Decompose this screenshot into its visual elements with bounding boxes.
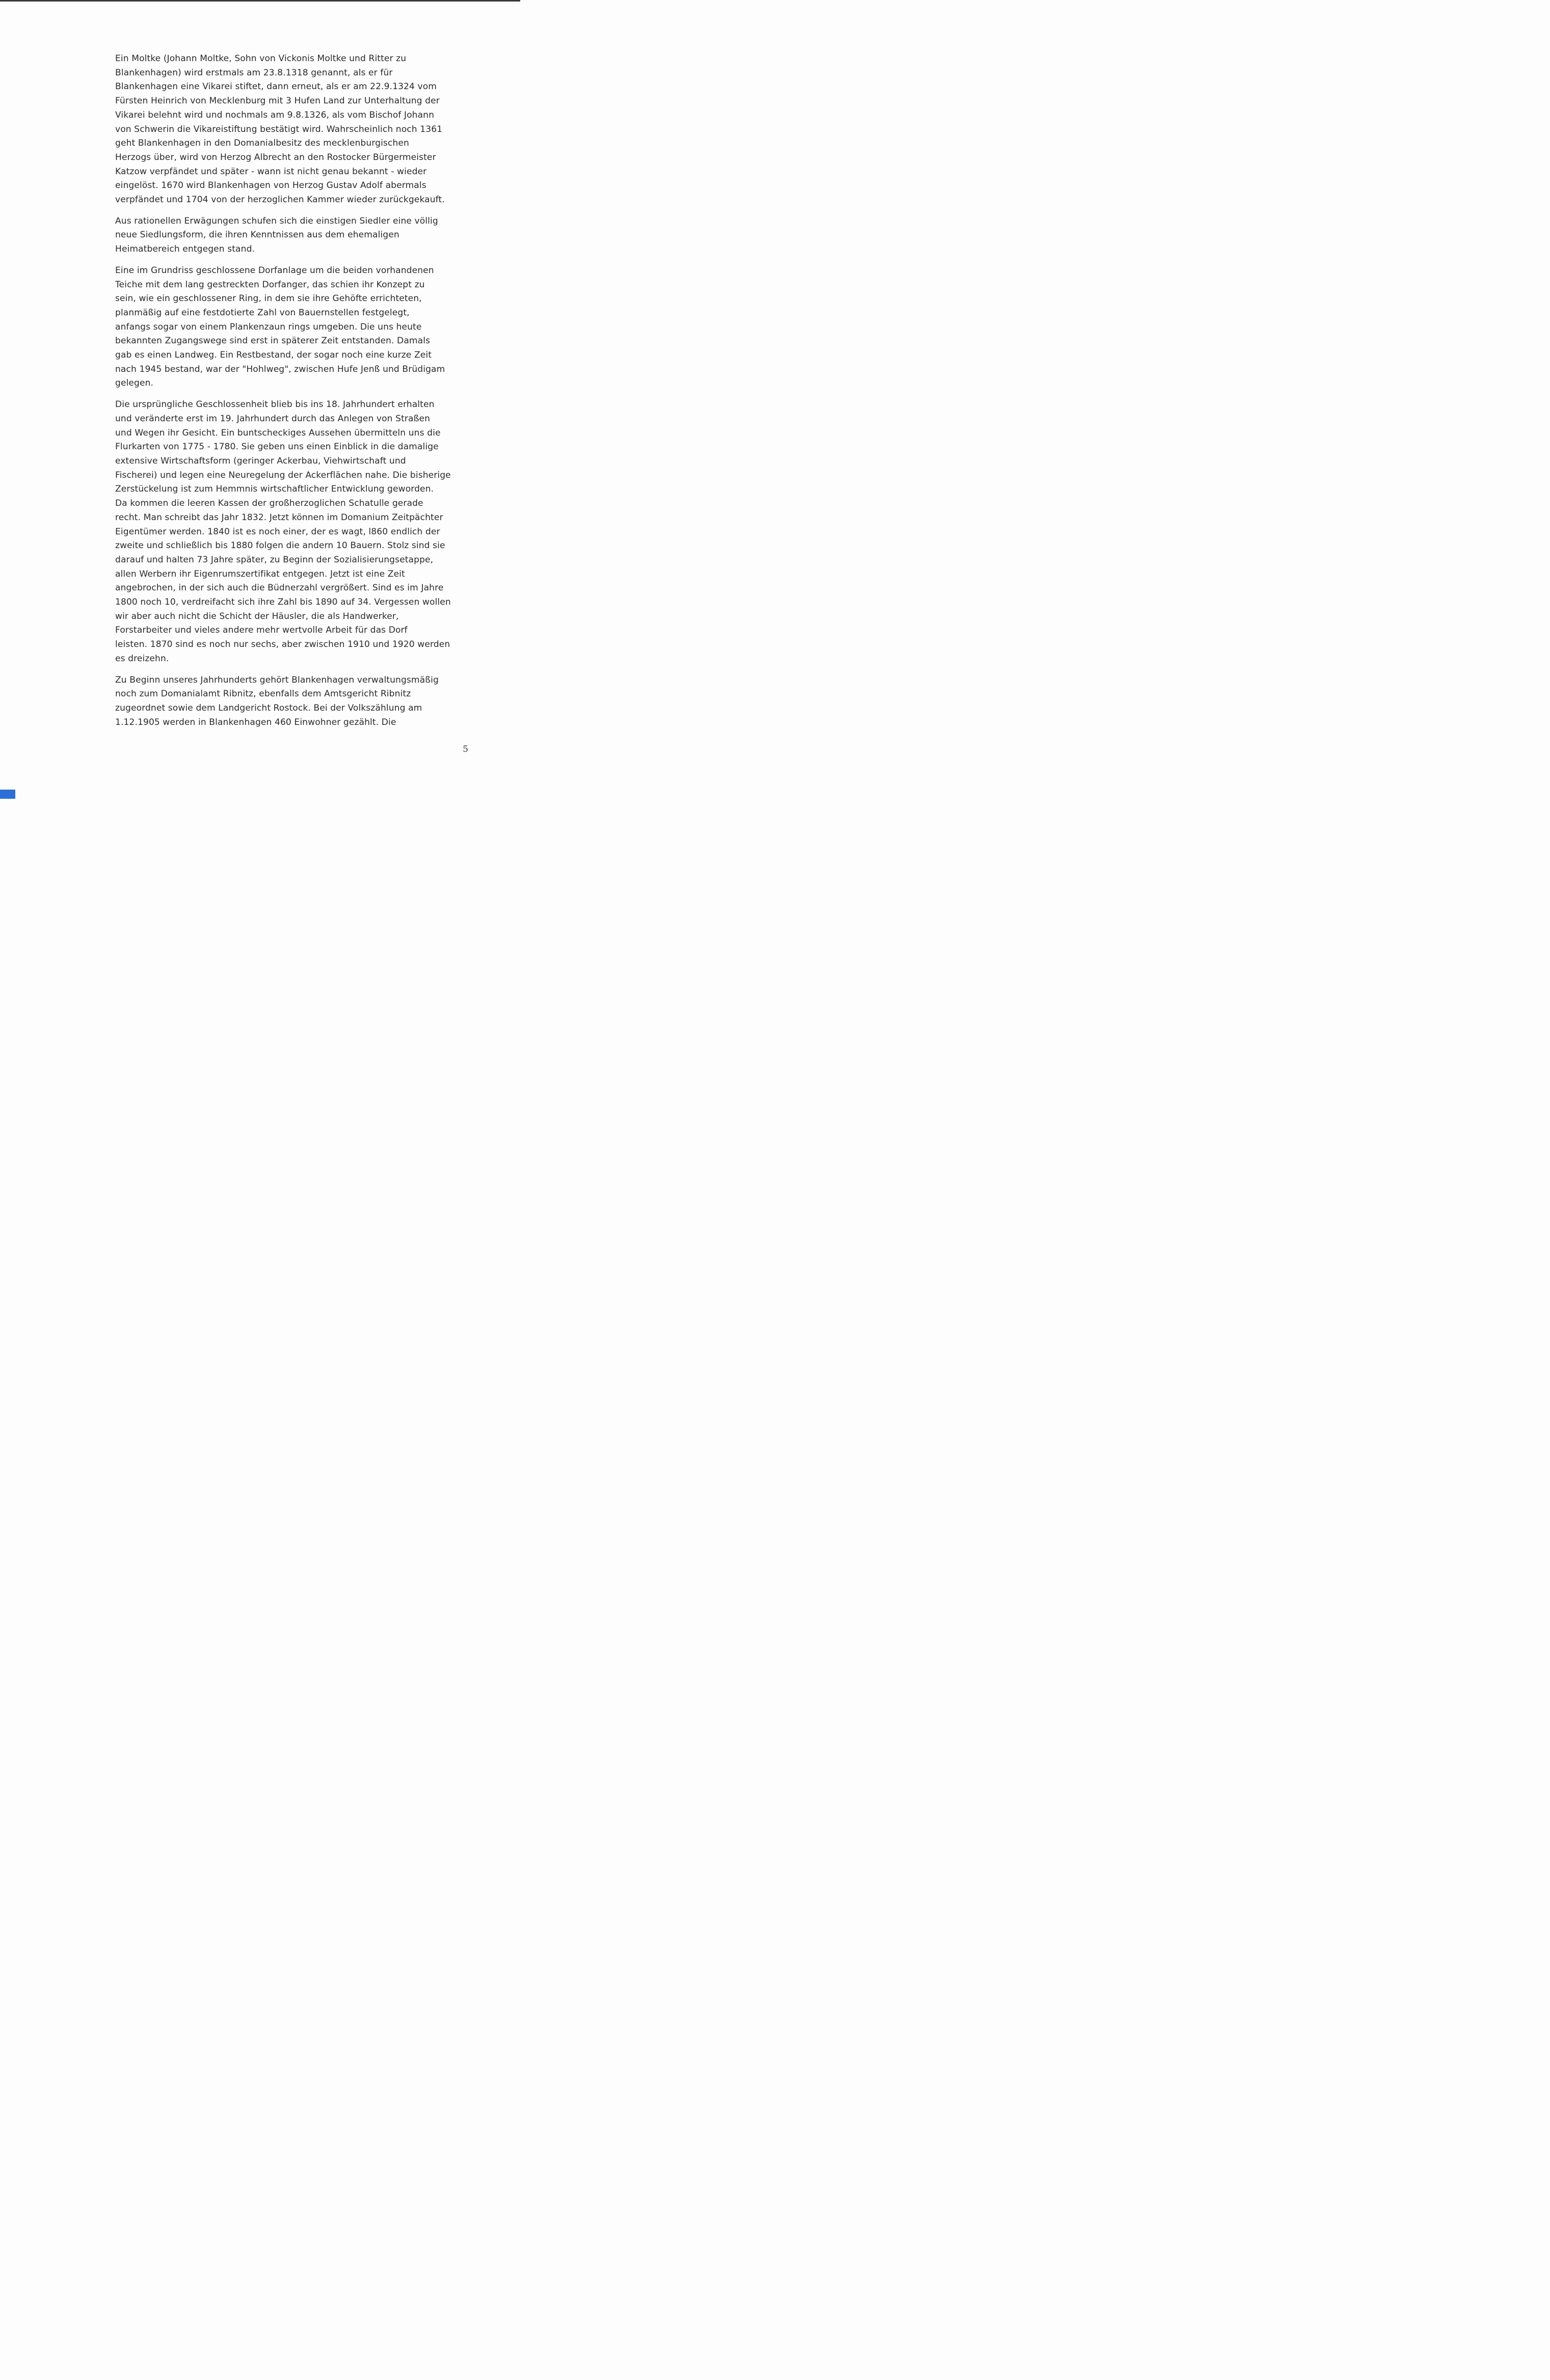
text-line: Blankenhagen) wird erstmals am 23.8.1318 genannt, als er für <box>115 67 393 78</box>
text-line: recht. Man schreibt das Jahr 1832. Jetzt können im Domanium Zeitpächter <box>115 512 443 523</box>
page-number: 5 <box>463 744 468 754</box>
text-line: Da kommen die leeren Kassen der großherzoglichen Schatulle gerade <box>115 498 423 509</box>
text-line: noch zum Domanialamt Ribnitz, ebenfalls dem Amtsgericht Ribnitz <box>115 689 411 699</box>
text-line: darauf und halten 73 Jahre später, zu Beginn der Sozialisierungsetappe, <box>115 554 434 565</box>
text-line: Herzogs über, wird von Herzog Albrecht an den Rostocker Bürgermeister <box>115 152 436 163</box>
text-line: zweite und schließlich bis 1880 folgen die andern 10 Bauern. Stolz sind sie <box>115 540 445 551</box>
text-line: allen Werbern ihr Eigenrumszertifikat entgegen. Jetzt ist eine Zeit <box>115 569 405 579</box>
text-line: Zerstückelung ist zum Hemmnis wirtschaftlicher Entwicklung geworden. <box>115 484 434 495</box>
text-line: Heimatbereich entgegen stand. <box>115 244 255 255</box>
text-line: neue Siedlungsform, die ihren Kenntnissen aus dem ehemaligen <box>115 230 399 240</box>
text-line: sein, wie ein geschlossener Ring, in dem sie ihre Gehöfte errichteten, <box>115 293 422 304</box>
text-line: 1800 noch 10, verdreifacht sich ihre Zahl bis 1890 auf 34. Vergessen wollen <box>115 597 451 608</box>
text-line: gab es einen Landweg. Ein Restbestand, der sogar noch eine kurze Zeit <box>115 350 432 361</box>
text-line: angebrochen, in der sich auch die Büdnerzahl vergrößert. Sind es im Jahre <box>115 583 444 593</box>
text-line: Forstarbeiter und vieles andere mehr wertvolle Arbeit für das Dorf <box>115 625 408 636</box>
text-line: Eigentümer werden. 1840 ist es noch einer, der es wagt, l860 endlich der <box>115 526 440 537</box>
text-line: eingelöst. 1670 wird Blankenhagen von Herzog Gustav Adolf abermals <box>115 180 426 191</box>
text-line: wir aber auch nicht die Schicht der Häusler, die als Handwerker, <box>115 611 399 621</box>
text-line: Aus rationellen Erwägungen schufen sich die einstigen Siedler eine völlig <box>115 215 438 226</box>
text-line: und veränderte erst im 19. Jahrhundert durch das Anlegen von Straßen <box>115 413 431 424</box>
text-line: leisten. 1870 sind es noch nur sechs, aber zwischen 1910 und 1920 werden <box>115 639 450 650</box>
corner-stripe <box>0 790 15 799</box>
paragraph <box>115 264 472 391</box>
text-line: und Wegen ihr Gesicht. Ein buntscheckiges Aussehen übermitteln uns die <box>115 427 441 438</box>
text-line: Zu Beginn unseres Jahrhunderts gehört Blankenhagen verwaltungsmäßig <box>115 674 439 685</box>
text-line: Blankenhagen eine Vikarei stiftet, dann erneut, als er am 22.9.1324 vom <box>115 82 437 92</box>
text-line: anfangs sogar von einem Plankenzaun rings umgeben. Die uns heute <box>115 321 422 332</box>
text-line: Eine im Grundriss geschlossene Dorfanlage um die beiden vorhandenen <box>115 265 434 276</box>
paragraph <box>115 673 472 730</box>
document-body <box>115 52 472 737</box>
text-line: planmäßig auf eine festdotierte Zahl von Bauernstellen festgelegt, <box>115 307 410 318</box>
text-line: geht Blankenhagen in den Domanialbesitz des mecklenburgischen <box>115 138 409 149</box>
paragraph <box>115 214 472 257</box>
page-top-border <box>0 0 520 2</box>
text-line: nach 1945 bestand, war der "Hohlweg", zwischen Hufe Jenß und Brüdigam <box>115 364 445 374</box>
text-line: Vikarei belehnt wird und nochmals am 9.8.1326, als vom Bischof Johann <box>115 110 435 120</box>
text-line: bekannten Zugangswege sind erst in späterer Zeit entstanden. Damals <box>115 336 431 346</box>
paragraph <box>115 398 472 666</box>
text-line: Teiche mit dem lang gestreckten Dorfanger, das schien ihr Konzept zu <box>115 279 425 290</box>
text-line: Katzow verpfändet und später - wann ist nicht genau bekannt - wieder <box>115 166 427 177</box>
text-line: gelegen. <box>115 378 154 389</box>
text-line: Fürsten Heinrich von Mecklenburg mit 3 Hufen Land zur Unterhaltung der <box>115 96 440 106</box>
text-line: Flurkarten von 1775 - 1780. Sie geben uns einen Einblick in die damalige <box>115 442 439 452</box>
text-line: zugeordnet sowie dem Landgericht Rostock. Bei der Volkszählung am <box>115 702 422 713</box>
text-line: von Schwerin die Vikareistiftung bestätigt wird. Wahrscheinlich noch 1361 <box>115 124 443 134</box>
text-line: Die ursprüngliche Geschlossenheit blieb bis ins 18. Jahrhundert erhalten <box>115 399 435 410</box>
text-line: extensive Wirtschaftsform (geringer Ackerbau, Viehwirtschaft und <box>115 455 406 466</box>
text-line: es dreizehn. <box>115 653 169 664</box>
text-line: verpfändet und 1704 von der herzoglichen Kammer wieder zurückgekauft. <box>115 195 445 205</box>
text-line: Ein Moltke (Johann Moltke, Sohn von Vickonis Moltke und Ritter zu <box>115 53 407 64</box>
text-line: Fischerei) und legen eine Neuregelung der Ackerflächen nahe. Die bisherige <box>115 470 451 480</box>
text-line: 1.12.1905 werden in Blankenhagen 460 Einwohner gezählt. Die <box>115 717 396 727</box>
paragraph <box>115 52 472 207</box>
